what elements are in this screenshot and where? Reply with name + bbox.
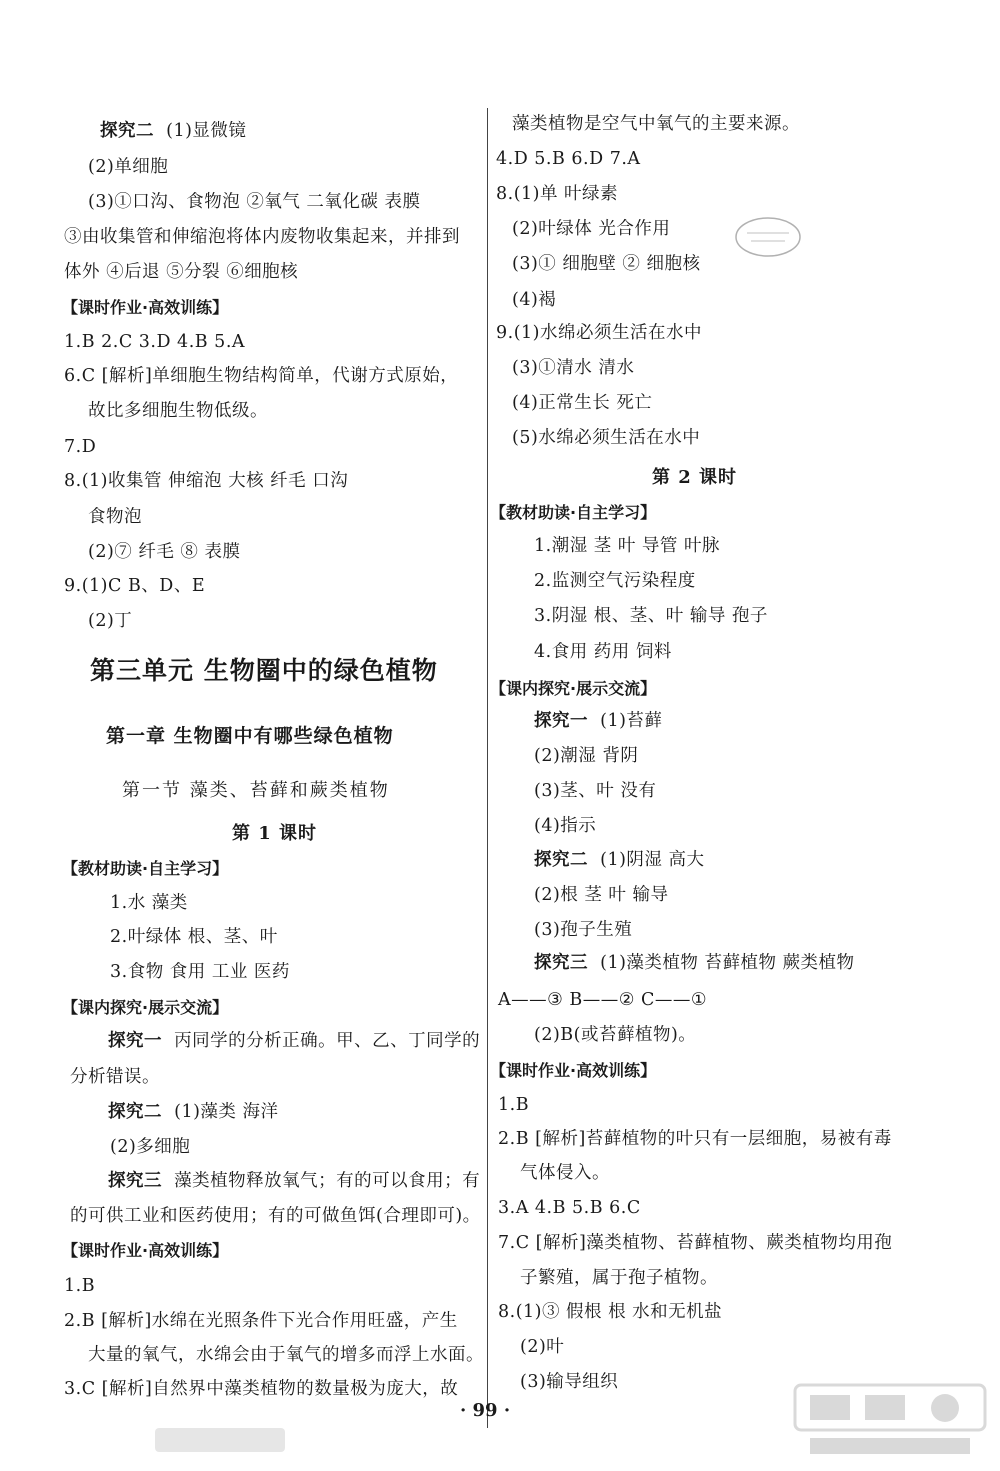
unit-title: 第三单元 生物圈中的绿色植物 xyxy=(90,656,438,685)
answer-line: A——③ B——② C——① xyxy=(498,990,708,1010)
chapter-title: 第一章 生物圈中有哪些绿色植物 xyxy=(106,725,394,747)
answer-line: 8.(1)收集管 伸缩泡 大核 纤毛 口沟 xyxy=(64,471,349,491)
lesson-title: 第 2 课时 xyxy=(652,467,738,488)
answer-line: (2)⑦ 纤毛 ⑧ 表膜 xyxy=(88,542,241,562)
answer-line: 故比多细胞生物低级。 xyxy=(88,401,268,421)
answer-line: (3)孢子生殖 xyxy=(534,920,633,940)
answer-line: ③由收集管和伸缩泡将体内废物收集起来，并排到 xyxy=(64,227,460,247)
answer-line: 大量的氧气，水绵会由于氧气的增多而浮上水面。 xyxy=(88,1345,484,1365)
answer-line: (2)B(或苔藓植物)。 xyxy=(534,1025,697,1045)
answer-line: (2)丁 xyxy=(88,611,133,631)
answer-line: (2)叶绿体 光合作用 xyxy=(512,219,671,239)
answer-line: (2)单细胞 xyxy=(88,157,169,177)
answer-line: 1.B xyxy=(498,1095,530,1115)
answer-line: 3.A 4.B 5.B 6.C xyxy=(498,1198,641,1218)
answer-line: 1.B xyxy=(64,1276,96,1296)
section-header: 【课时作业·高效训练】 xyxy=(62,1241,229,1260)
answer-line: (4)指示 xyxy=(534,816,597,836)
answer-line: 2.叶绿体 根、茎、叶 xyxy=(110,927,278,947)
inquiry-3-line: 探究三 (1)藻类植物 苔藓植物 蕨类植物 xyxy=(534,953,855,973)
answer-line: 3.C [解析]自然界中藻类植物的数量极为庞大，故 xyxy=(64,1379,459,1399)
answer-line: (3)①清水 清水 xyxy=(512,358,635,378)
answer-line: (3)① 细胞壁 ② 细胞核 xyxy=(512,254,701,274)
watermark-icon xyxy=(150,1420,290,1460)
answer-line: (4)正常生长 死亡 xyxy=(512,393,653,413)
stamp-icon xyxy=(733,215,803,259)
answer-line: 1.水 藻类 xyxy=(110,893,188,913)
page-number: · 99 · xyxy=(460,1400,511,1421)
answer-line: 9.(1)水绵必须生活在水中 xyxy=(496,323,702,343)
answer-line: 6.C [解析]单细胞生物结构简单，代谢方式原始， xyxy=(64,366,459,386)
answer-line: 7.D xyxy=(64,437,97,457)
inquiry-1-line: 探究一 丙同学的分析正确。甲、乙、丁同学的 xyxy=(108,1031,481,1051)
answer-line: 9.(1)C B、D、E xyxy=(64,576,206,596)
answer-line: 1.潮湿 茎 叶 导管 叶脉 xyxy=(534,536,720,556)
answer-line: (2)潮湿 背阴 xyxy=(534,746,639,766)
inquiry-2-line: 探究二 (1)显微镜 xyxy=(100,121,247,141)
answer-line: (2)多细胞 xyxy=(110,1137,191,1157)
inquiry-2-line: 探究二 (1)藻类 海洋 xyxy=(108,1102,279,1122)
answer-line: 8.(1)单 叶绿素 xyxy=(496,184,619,204)
answer-line: 7.C [解析]藻类植物、苔藓植物、蕨类植物均用孢 xyxy=(498,1233,893,1253)
inquiry-3-line: 探究三 藻类植物释放氧气；有的可以食用；有 xyxy=(108,1171,481,1191)
section-header: 【课内探究·展示交流】 xyxy=(62,998,229,1017)
answer-line: 1.B 2.C 3.D 4.B 5.A xyxy=(64,332,246,352)
answer-line: 4.食用 药用 饲料 xyxy=(534,642,672,662)
answer-line: (3)①口沟、食物泡 ②氧气 二氧化碳 表膜 xyxy=(88,192,421,212)
section-header: 【课内探究·展示交流】 xyxy=(490,679,657,698)
column-divider xyxy=(487,108,488,1428)
answer-line: 食物泡 xyxy=(88,507,142,527)
answer-line: (5)水绵必须生活在水中 xyxy=(512,428,701,448)
answer-line: 气体侵入。 xyxy=(520,1163,610,1183)
answer-line: 2.B [解析]水绵在光照条件下光合作用旺盛，产生 xyxy=(64,1311,458,1331)
answer-line: (3)输导组织 xyxy=(520,1372,619,1392)
answer-line: 藻类植物是空气中氧气的主要来源。 xyxy=(512,114,800,134)
answer-line: 体外 ④后退 ⑤分裂 ⑥细胞核 xyxy=(64,262,299,282)
inquiry-2-line: 探究二 (1)阴湿 高大 xyxy=(534,850,705,870)
answer-line: 子繁殖，属于孢子植物。 xyxy=(520,1268,718,1288)
section-header: 【教材助读·自主学习】 xyxy=(490,503,657,522)
answer-line: 8.(1)③ 假根 根 水和无机盐 xyxy=(498,1302,723,1322)
answer-line: (3)茎、叶 没有 xyxy=(534,781,657,801)
answer-line: 3.食物 食用 工业 医药 xyxy=(110,962,290,982)
answer-line: 的可供工业和医药使用；有的可做鱼饵(合理即可)。 xyxy=(70,1206,481,1226)
inquiry-1-line: 探究一 (1)苔藓 xyxy=(534,711,663,731)
answer-line: 2.B [解析]苔藓植物的叶只有一层细胞，易被有毒 xyxy=(498,1129,892,1149)
lesson-title: 第 1 课时 xyxy=(232,823,318,844)
section-header: 【课时作业·高效训练】 xyxy=(62,298,229,317)
section-header: 【教材助读·自主学习】 xyxy=(62,859,229,878)
answer-line: 2.监测空气污染程度 xyxy=(534,571,696,591)
answer-line: (2)根 茎 叶 输导 xyxy=(534,885,669,905)
section-header: 【课时作业·高效训练】 xyxy=(490,1061,657,1080)
answer-line: (2)叶 xyxy=(520,1337,565,1357)
answer-line: 3.阴湿 根、茎、叶 输导 孢子 xyxy=(534,606,768,626)
answer-line: 分析错误。 xyxy=(70,1067,160,1087)
answer-line: 4.D 5.B 6.D 7.A xyxy=(496,149,641,169)
answer-line: (4)褐 xyxy=(512,290,557,310)
watermark-logo-icon xyxy=(790,1380,990,1460)
section-title: 第一节 藻类、苔藓和蕨类植物 xyxy=(122,780,390,801)
